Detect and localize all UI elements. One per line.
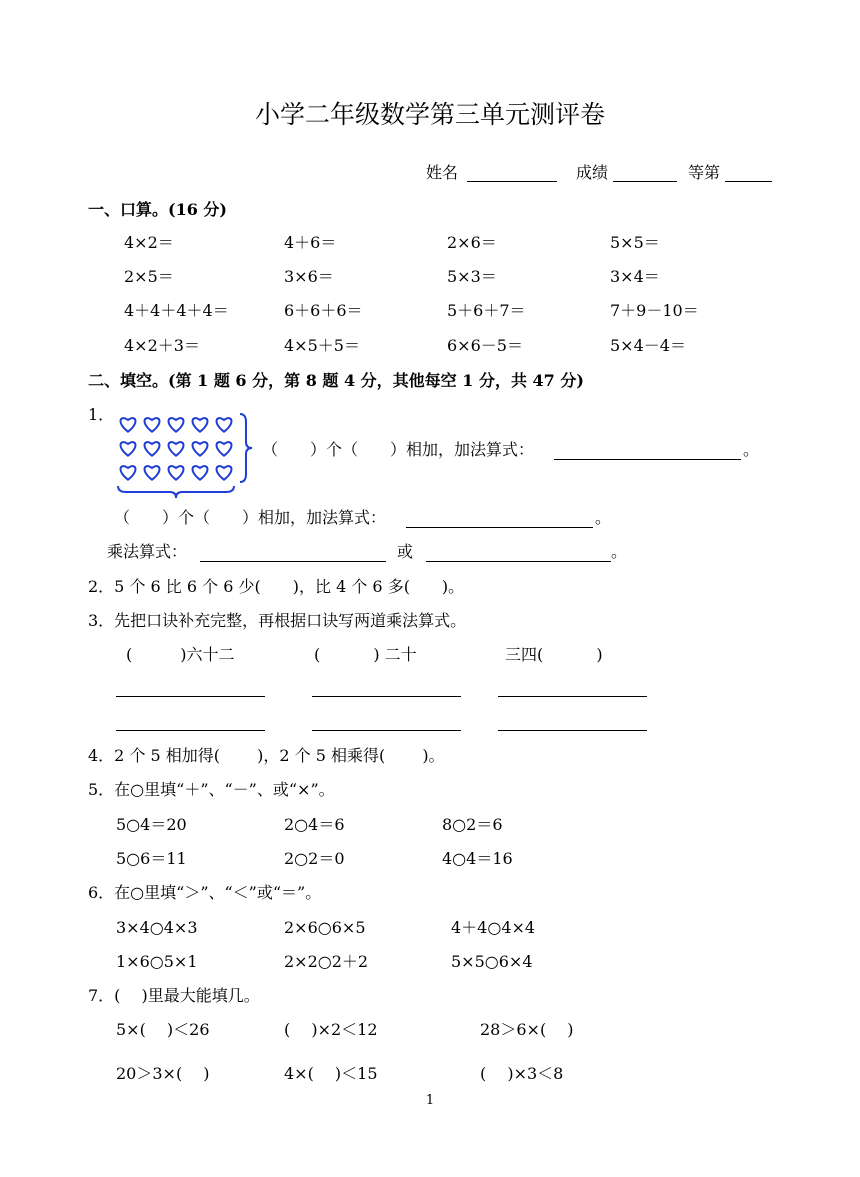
q7-item: 4×( )＜15 (284, 1064, 378, 1083)
q7-text: 7．( )里最大能填几。 (88, 986, 260, 1005)
q5-item: 2○4＝6 (284, 815, 345, 834)
q3-item: ( ) 二十 (314, 645, 417, 664)
heart-icon (169, 418, 184, 432)
oral-calc-item: 3×6＝ (284, 267, 334, 286)
heart-icon (121, 418, 136, 432)
oral-calc-item: 5＋6＋7＝ (447, 301, 526, 320)
heart-icon (145, 418, 160, 432)
q1-mult-blank-1[interactable] (200, 561, 386, 562)
q1-line-a: （ ）个（ ）相加，加法算式： (262, 440, 535, 459)
q5-item: 5○6＝11 (116, 849, 187, 868)
page-title: 小学二年级数学第三单元测评卷 (254, 100, 605, 129)
oral-calc-item: 4×2＝ (124, 233, 174, 252)
q3-answer-line[interactable] (312, 696, 461, 697)
oral-calc-item: 4×2＋3＝ (124, 336, 200, 355)
q3-answer-line[interactable] (498, 696, 647, 697)
q3-text: 3．先把口诀补充完整，再根据口诀写两道乘法算式。 (88, 611, 467, 630)
hearts-illustration (114, 412, 254, 512)
q6-item: 2×2○2＋2 (284, 952, 369, 971)
oral-calc-item: 4×5＋5＝ (284, 336, 360, 355)
q5-item: 2○2＝0 (284, 849, 345, 868)
heart-icon (145, 466, 160, 480)
q7-item: 20＞3×( ) (116, 1064, 210, 1083)
q6-item: 4＋4○4×4 (451, 918, 536, 937)
score-label: 成绩 (576, 163, 609, 182)
q5-item: 4○4＝16 (442, 849, 513, 868)
q1-number: 1． (88, 405, 115, 424)
q1-line-b: （ ）个（ ）相加，加法算式： (114, 508, 387, 527)
q4-text: 4．2 个 5 相加得( )，2 个 5 相乘得( )。 (88, 746, 445, 765)
q7-item: 28＞6×( ) (480, 1020, 574, 1039)
q1-blank-a[interactable] (554, 459, 741, 460)
heart-icon (145, 442, 160, 456)
q5-text: 5．在○里填“＋”、“－”、或“×”。 (88, 780, 335, 799)
heart-icon (193, 466, 208, 480)
q1-mult-blank-2[interactable] (426, 561, 611, 562)
oral-calc-item: 2×5＝ (124, 267, 174, 286)
q5-item: 8○2＝6 (442, 815, 503, 834)
bottom-brace (118, 486, 234, 498)
page-number: 1 (425, 1093, 435, 1108)
heart-icon (121, 442, 136, 456)
heart-figure (114, 412, 254, 512)
q1-blank-b[interactable] (406, 527, 593, 528)
oral-calc-item: 4＋4＋4＋4＝ (124, 301, 229, 320)
name-label: 姓名 (426, 163, 459, 182)
name-blank[interactable] (467, 181, 557, 182)
section2-heading: 二、填空。(第 1 题 6 分，第 8 题 4 分，其他每空 1 分，共 47 分) (88, 371, 584, 390)
oral-calc-item: 5×5＝ (610, 233, 660, 252)
heart-icon (217, 466, 232, 480)
q6-item: 1×6○5×1 (116, 952, 198, 971)
q3-item: ( )六十二 (126, 645, 235, 664)
heart-icon (121, 466, 136, 480)
oral-calc-item: 3×4＝ (610, 267, 660, 286)
q3-answer-line[interactable] (312, 730, 461, 731)
q7-item: ( )×2＜12 (284, 1020, 378, 1039)
q3-answer-line[interactable] (116, 730, 265, 731)
q3-answer-line[interactable] (498, 730, 647, 731)
oral-calc-item: 6×6－5＝ (447, 336, 523, 355)
oral-calc-item: 7＋9－10＝ (610, 301, 699, 320)
heart-icon (217, 418, 232, 432)
heart-icon (217, 442, 232, 456)
q6-item: 2×6○6×5 (284, 918, 366, 937)
oral-calc-item: 2×6＝ (447, 233, 497, 252)
section1-heading: 一、口算。(16 分) (88, 200, 227, 219)
grade-label: 等第 (688, 163, 721, 182)
heart-icon (193, 442, 208, 456)
q7-item: 5×( )＜26 (116, 1020, 210, 1039)
q7-item: ( )×3＜8 (480, 1064, 564, 1083)
oral-calc-item: 5×4－4＝ (610, 336, 686, 355)
q1-line-a-suffix: 。 (743, 440, 760, 459)
q1-mult-label: 乘法算式： (107, 542, 188, 561)
heart-icon (169, 466, 184, 480)
q3-answer-line[interactable] (116, 696, 265, 697)
right-brace (240, 414, 252, 482)
oral-calc-item: 5×3＝ (447, 267, 497, 286)
q6-item: 5×5○6×4 (451, 952, 533, 971)
q1-mult-or: 或 (397, 542, 414, 561)
grade-blank[interactable] (725, 181, 772, 182)
q3-item: 三四( ) (505, 645, 603, 664)
q6-item: 3×4○4×3 (116, 918, 198, 937)
q1-mult-suffix: 。 (611, 542, 628, 561)
oral-calc-item: 6＋6＋6＝ (284, 301, 363, 320)
q1-line-b-suffix: 。 (595, 508, 612, 527)
q2-text: 2．5 个 6 比 6 个 6 少( )，比 4 个 6 多( )。 (88, 577, 465, 596)
score-blank[interactable] (613, 181, 677, 182)
q5-item: 5○4＝20 (116, 815, 187, 834)
oral-calc-item: 4＋6＝ (284, 233, 337, 252)
q6-text: 6．在○里填“＞”、“＜”或“＝”。 (88, 883, 322, 902)
heart-icon (169, 442, 184, 456)
heart-icon (193, 418, 208, 432)
